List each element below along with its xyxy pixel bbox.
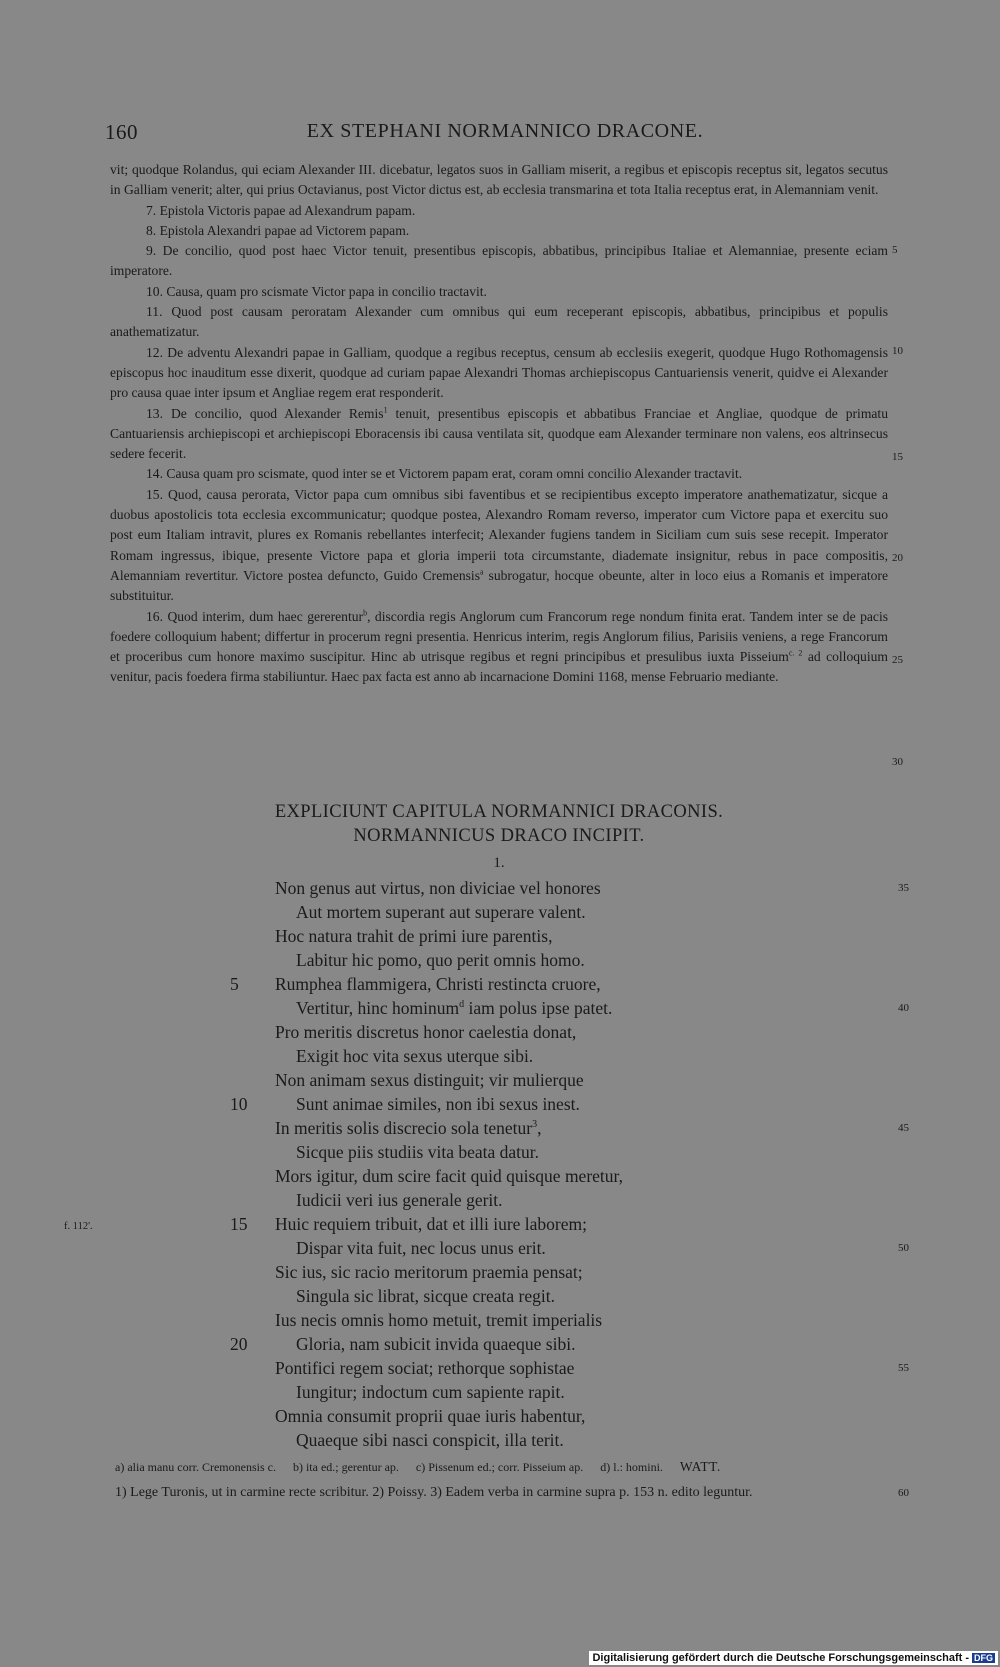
line-number: 45 — [898, 1122, 909, 1134]
verse-line: Non genus aut virtus, non diviciae vel honores — [275, 878, 601, 898]
running-title: EX STEPHANI NORMANNICO DRACONE. — [306, 120, 704, 142]
line-number: 55 — [898, 1362, 909, 1374]
verse-line: Sicque piis studiis vita beata datur. — [296, 1142, 540, 1162]
verse-line: 10 Sunt animae similes, non ibi sexus inest. — [230, 1094, 580, 1114]
verse-line: Iungitur; indoctum cum sapiente rapit. — [296, 1382, 565, 1402]
line-number: 15 — [892, 451, 903, 463]
page-number: 160 — [105, 120, 138, 144]
digitization-credit: Digitalisierung gefördert durch die Deutsche Forschungsgemeinschaft - DFG — [589, 1651, 998, 1665]
dfg-logo: DFG — [974, 1653, 993, 1663]
heading-explicit: EXPLICIUNT CAPITULA NORMANNICI DRACONIS. — [274, 802, 724, 822]
chapter-13: 13. De concilio, quod Alexander Remis$^1$ tenuit, presentibus episcopis et abbatibus Franciae et Angliae, quodque de primatu Cantuariensis archiepiscopi et archiepiscopi Eboracensis ibi causa ventilata sit, quodque eam Alexander terminare non valens, eos altrinsecus sedere fecerit. — [110, 405, 889, 462]
verse-line: Pro meritis discretus honor caelestia donat, — [275, 1022, 577, 1042]
footnote-a: a) alia manu corr. Cremonensis c. — [115, 1460, 276, 1474]
chapter-8: 8. Epistola Alexandri papae ad Victorem papam. — [146, 222, 410, 238]
editor-sign: WATT. — [679, 1459, 721, 1474]
footnotes-apparatus — [115, 1459, 895, 1475]
verse-line: Iudicii veri ius generale gerit. — [296, 1190, 503, 1210]
verse-line: Quaeque sibi nasci conspicit, illa terit. — [296, 1430, 564, 1450]
verse-line: 20 Gloria, nam subicit invida quaeque sibi. — [230, 1334, 576, 1354]
verse-line: Dispar vita fuit, nec locus unus erit. — [296, 1238, 546, 1258]
footnote-ref: d — [459, 999, 465, 1011]
line-number: 40 — [898, 1002, 909, 1014]
verse-line: Non animam sexus distinguit; vir mulierque — [275, 1070, 584, 1090]
folio-margin-note: f. 112'. — [64, 1221, 93, 1232]
footnote-d: d) l.: homini. — [600, 1460, 663, 1474]
line-number: 10 — [892, 345, 903, 357]
line-number: 20 — [892, 552, 903, 564]
verse-line: 5 Rumphea flammigera, Christi restincta cruore, — [230, 974, 601, 994]
chapter-12: 12. De adventu Alexandri papae in Galliam, quodque a regibus receptus, censum ab ecclesiis exegerit, quodque Hugo Rothomagensis episcopus hoc inauditum esse dixerit, quodque ad curiam papae Alexandri Thomas archiepiscopus Cantuariensis venerit, quidve ei Alexander pro causa quae inter ipsum et Angliae regem erat responderit. — [110, 344, 888, 401]
footnote-ref: c. 2 — [788, 648, 803, 658]
footnote-b: b) ita ed.; gerentur ap. — [292, 1460, 399, 1474]
line-number: 35 — [898, 882, 909, 894]
footnote-ref: 3 — [532, 1119, 538, 1131]
running-head — [105, 120, 905, 150]
poem — [230, 876, 880, 1452]
verse-line: Labitur hic pomo, quo perit omnis homo. — [296, 950, 585, 970]
prose-paragraph: vit; quodque Rolandus, qui eciam Alexander III. dicebatur, legatos suos in Galliam miserit, a regibus et episcopis receptus sit, legatos secutus in Galliam venerit; alter, qui prius Octavianus, post Victor dictus est, ab ecclesia transmarina et tota Italia receptus erat, in Alemanniam venit. — [110, 162, 888, 198]
chapter-10: 10. Causa, quam pro scismate Victor papa in concilio tractavit. — [146, 283, 487, 299]
line-number: 25 — [892, 654, 903, 666]
footnotes-numbered: 1) Lege Turonis, ut in carmine recte scribitur. 2) Poissy. 3) Eadem verba in carmine supra p. 153 n. edito leguntur. — [115, 1485, 753, 1500]
chapter-16: 16. Quod interim, dum haec gererentur$^b$, discordia regis Anglorum cum Francorum rege nondum finita erat. Tandem inter se de pacis foedere colloquium habent; differtur in procerum regni presentia. Henricus interim, regis Anglorum filius, Parisiis veniens, a rege Francorum et proceribus cum honore maximo suscipitur. Hinc ab utrisque regibus et regni principibus et presulibus iuxta Pisseium$^{c. 2}$ ad colloquium venitur, pacis foedera firma stabiliuntur. Haec pax facta est anno ab incarnacione Domini 1168, mense Februario mediante. — [110, 608, 889, 685]
footnote-ref: b — [363, 608, 368, 617]
chapter-7: 7. Epistola Victoris papae ad Alexandrum papam. — [146, 202, 416, 218]
line-number: 50 — [898, 1242, 909, 1254]
chapter-list — [110, 160, 888, 688]
verse-line: Exigit hoc vita sexus uterque sibi. — [296, 1046, 534, 1066]
verse-line: In meritis solis discrecio sola tenetur$^3$, — [275, 1118, 542, 1138]
chapter-9: 9. De concilio, quod post haec Victor tenuit, presentibus episcopis, abbatibus, principibus Italiae et Alemanniae, presente eciam imperatore. — [110, 243, 888, 279]
section-number: 1. — [493, 855, 505, 871]
line-number: 60 — [898, 1487, 909, 1499]
line-number: 30 — [892, 756, 903, 768]
verse-line: Omnia consumit proprii quae iuris habentur, — [275, 1406, 586, 1426]
verse-line: Singula sic librat, sicque creata regit. — [296, 1286, 556, 1306]
verse-line: Ius necis omnis homo metuit, tremit imperialis — [275, 1310, 603, 1330]
footnote-ref: a — [480, 567, 484, 577]
verse-line: Aut mortem superant aut superare valent. — [296, 902, 586, 922]
verse-line: Mors igitur, dum scire facit quid quisque meretur, — [275, 1166, 624, 1186]
verse-line: 15 Huic requiem tribuit, dat et illi iure laborem; — [230, 1214, 587, 1234]
line-number: 5 — [892, 244, 898, 256]
chapter-14: 14. Causa quam pro scismate, quod inter se et Victorem papam erat, coram omni concilio Alexander tractavit. — [146, 466, 743, 482]
verse-line: Pontifici regem sociat; rethorque sophistae — [275, 1358, 575, 1378]
verse-line: Vertitur, hinc hominum$^d$ iam polus ipse patet. — [296, 998, 613, 1018]
chapter-11: 11. Quod post causam peroratam Alexander cum omnibus qui eum receperant episcopis, abbatibus, principibus et populis anathematizatur. — [110, 304, 888, 340]
verse-line: Hoc natura trahit de primi iure parentis, — [275, 926, 553, 946]
verse-line: Sic ius, sic racio meritorum praemia pensat; — [275, 1262, 583, 1282]
chapter-15: 15. Quod, causa perorata, Victor papa cum omnibus sibi faventibus et se recipientibus excepto imperatore anathematizatur, sicque a duobus apostolicis tota ecclesia excommunicatur; quodque postea, Alexandro Romam reverso, imperator cum Victore papa et exercitu suo post eum Italiam intravit, plures ex Romanis rebellantes interfecit; Alexander fugiens tandem in Siciliam cum suis sese recepit. Imperator Romam ingressus, ibique, presente Victore papa et gloria imperii tota circumstante, diademate insignitur, rebus in pace compositis, Alemanniam revertitur. Victore postea defuncto, Guido Cremensis$^a$ subrogatur, hocque obeunte, alter in loco eius a Romanis et imperatore substituitur. — [110, 486, 888, 604]
footnote-ref: 1 — [383, 405, 388, 415]
heading-incipit: NORMANNICUS DRACO INCIPIT. — [353, 826, 645, 846]
footnote-c: c) Pissenum ed.; corr. Pisseium ap. — [415, 1460, 584, 1474]
